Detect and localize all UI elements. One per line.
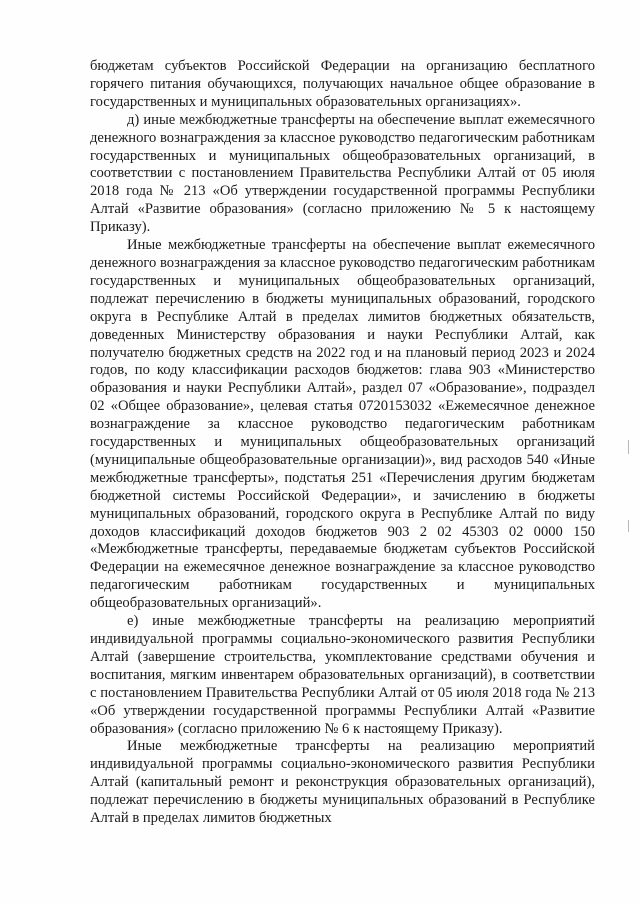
paragraph-5: Иные межбюджетные трансферты на реализацию мероприятий индивидуальной программы социально-экономического развития Республики Алтай (капитальный ремонт и реконструкция образовательных организаций), подлежат перечислению в бюджеты муниципальных образований в Республике Алтай в пределах лимитов бюджетных bbox=[90, 738, 595, 827]
scan-edge-mark bbox=[628, 440, 629, 454]
scan-edge-mark bbox=[628, 520, 629, 532]
paragraph-1: бюджетам субъектов Российской Федерации на организацию бесплатного горячего питания обучающихся, получающих начальное общее образование в государственных и муниципальных образовательных организациях». bbox=[90, 58, 595, 110]
paragraph-2: д) иные межбюджетные трансферты на обеспечение выплат ежемесячного денежного вознаграждения за классное руководство педагогическим работникам государственных и муниципальных общеобразовательных организаций, в соответствии с постановлением Правительства Республики Алтай от 05 июля 2018 года № 213 «Об утверждении государственной программы Республики Алтай «Развитие образования» (согласно приложению № 5 к настоящему Приказу). bbox=[90, 111, 595, 236]
paragraph-3: Иные межбюджетные трансферты на обеспечение выплат ежемесячного денежного вознаграждения за классное руководство педагогическим работникам государственных и муниципальных общеобразовательных организаций, подлежат перечислению в бюджеты муниципальных образований, городского округа в Республике Алтай в пределах лимитов бюджетных обязательств, доведенных Министерству образования и науки Республики Алтай, как получателю бюджетных средств на 2022 год и на плановый период 2023 и 2024 годов, по коду классификации расходов бюджетов: глава 903 «Министерство образования и науки Республики Алтай», раздел 07 «Образование», подраздел 02 «Общее образование», целевая статья 0720153032 «Ежемесячное денежное вознаграждение за классное руководство педагогическим работникам государственных и муниципальных общеобразовательных организаций (муниципальные общеобразовательные организации)», вид расходов 540 «Иные межбюджетные трансферты», подстатья 251 «Перечисления другим бюджетам бюджетной системы Российской Федерации», и зачислению в бюджеты муниципальных образований, городского округа в Республике Алтай по виду доходов классификаций доходов бюджетов 903 2 02 45303 02 0000 150 «Межбюджетные трансферты, передаваемые бюджетам субъектов Российской Федерации на ежемесячное денежное вознаграждение за классное руководство педагогическим работникам государственных и муниципальных общеобразовательных организаций». bbox=[90, 237, 595, 612]
document-body bbox=[90, 58, 595, 828]
paragraph-4: е) иные межбюджетные трансферты на реализацию мероприятий индивидуальной программы социально-экономического развития Республики Алтай (завершение строительства, укомплектование средствами обучения и воспитания, мягким инвентарем образовательных организаций), в соответствии с постановлением Правительства Республики Алтай от 05 июля 2018 года № 213 «Об утверждении государственной программы Республики Алтай «Развитие образования» (согласно приложению № 6 к настоящему Приказу). bbox=[90, 613, 595, 737]
